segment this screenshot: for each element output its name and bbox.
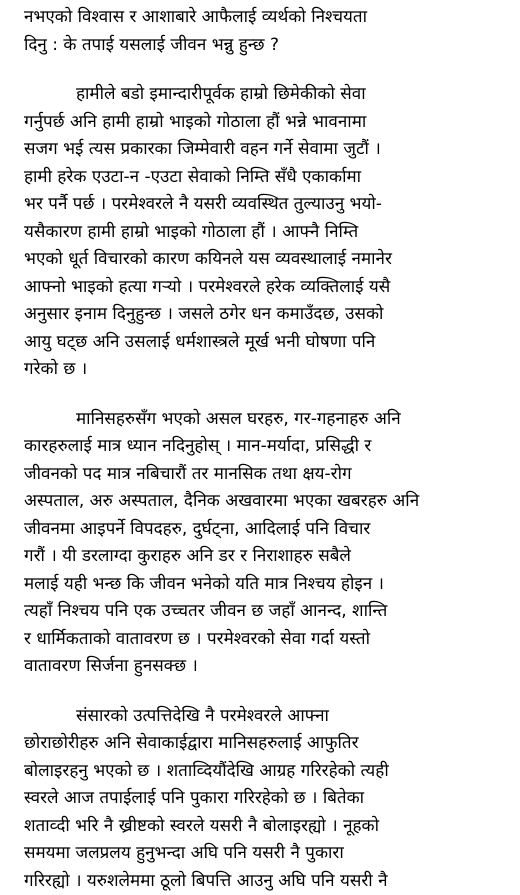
paragraph-gap xyxy=(24,384,498,406)
text-line: सजग भई त्यस प्रकारका जिम्मेवारी वहन गर्ने सेवामा जुटौं । xyxy=(24,136,498,164)
document-page xyxy=(24,4,498,895)
text-line: अस्पताल, अरु अस्पताल, दैनिक अखवारमा भएका खबरहरु अनि xyxy=(24,488,498,516)
text-line: छोराछोरीहरु अनि सेवाकाईद्वारा मानिसहरुलाई आफुतिर xyxy=(24,730,498,758)
text-line: समयमा जलप्रलय हुनुभन्दा अघि पनि यसरी नै पुकारा xyxy=(24,840,498,868)
text-line: जीवनमा आइपर्ने विपदहरु, दुर्घट्ना, आदिलाई पनि विचार xyxy=(24,516,498,544)
text-line: हामी हरेक एउटा-न -एउटा सेवाको निम्ति सँधै एकार्कामा xyxy=(24,164,498,192)
text-line: स्वरले आज तपाईलाई पनि पुकारा गरिरहेको छ । बितेका xyxy=(24,785,498,813)
text-line: आफ्नो भाइको हत्या गऱ्यो । परमेश्वरले हरेक व्यक्तिलाई यसै xyxy=(24,274,498,302)
text-line: गरेको छ । xyxy=(24,356,498,384)
text-line: भर पर्नै पर्छ । परमेश्वरले नै यसरी व्यवस्थित तुल्याउनु भयो- xyxy=(24,191,498,219)
text-line: गर्नुपर्छ अनि हामी हाम्रो भाइको गोठाला हौं भन्ने भावनामा xyxy=(24,109,498,137)
paragraph-2 xyxy=(24,81,498,384)
text-line: वातावरण सिर्जना हुनसक्छ । xyxy=(24,653,498,681)
text-line: भएको धूर्त विचारको कारण कयिनले यस व्यवस्थालाई नमानेर xyxy=(24,246,498,274)
text-line: आयु घट्छ अनि उसलाई धर्मशास्त्रले मूर्ख भनी घोषणा पनि xyxy=(24,329,498,357)
text-line: त्यहाँ निश्चय पनि एक उच्चतर जीवन छ जहाँ आनन्द, शान्ति xyxy=(24,598,498,626)
text-line: गरिरह्यो । यरुशलेममा ठूलो बिपत्ति आउनु अघि पनि यसरी नै xyxy=(24,868,498,895)
text-line: कारहरुलाई मात्र ध्यान नदिनुहोस् । मान-मर्यादा, प्रसिद्धी र xyxy=(24,433,498,461)
text-line: गरौं । यी डरलाग्दा कुराहरु अनि डर र निराशाहरु सबैले xyxy=(24,543,498,571)
text-line: मलाई यही भन्छ कि जीवन भनेको यति मात्र निश्चय होइन । xyxy=(24,571,498,599)
paragraph-gap xyxy=(24,681,498,703)
text-line: शताव्दी भरि नै ख्रीष्टको स्वरले यसरी नै बोलाइरह्यो । नूहको xyxy=(24,813,498,841)
text-line: हामीले बडो इमान्दारीपूर्वक हाम्रो छिमेकीको सेवा xyxy=(24,81,498,109)
paragraph-3 xyxy=(24,406,498,681)
text-line: अनुसार इनाम दिनुहुन्छ । जसले ठगेर धन कमाउँदछ, उसको xyxy=(24,301,498,329)
paragraph-gap xyxy=(24,59,498,81)
text-line: नभएको विश्वास र आशाबारे आफैलाई व्यर्थको निश्चयता xyxy=(24,4,498,32)
text-line: संसारको उत्पत्तिदेखि नै परमेश्वरले आफ्ना xyxy=(24,703,498,731)
paragraph-4 xyxy=(24,703,498,895)
text-line: जीवनको पद मात्र नबिचारौं तर मानसिक तथा क्षय-रोग xyxy=(24,461,498,489)
paragraph-1 xyxy=(24,4,498,59)
text-line: दिनु : के तपाई यसलाई जीवन भन्नु हुन्छ ? xyxy=(24,32,498,60)
text-line: मानिसहरुसँग भएको असल घरहरु, गर-गहनाहरु अनि xyxy=(24,406,498,434)
text-line: बोलाइरहनु भएको छ । शताव्दियौंदेखि आग्रह गरिरहेको त्यही xyxy=(24,758,498,786)
text-line: यसैकारण हामी हाम्रो भाइको गोठाला हौं । आफ्नै निम्ति xyxy=(24,219,498,247)
text-line: र धार्मिकताको वातावरण छ । परमेश्वरको सेवा गर्दा यस्तो xyxy=(24,626,498,654)
